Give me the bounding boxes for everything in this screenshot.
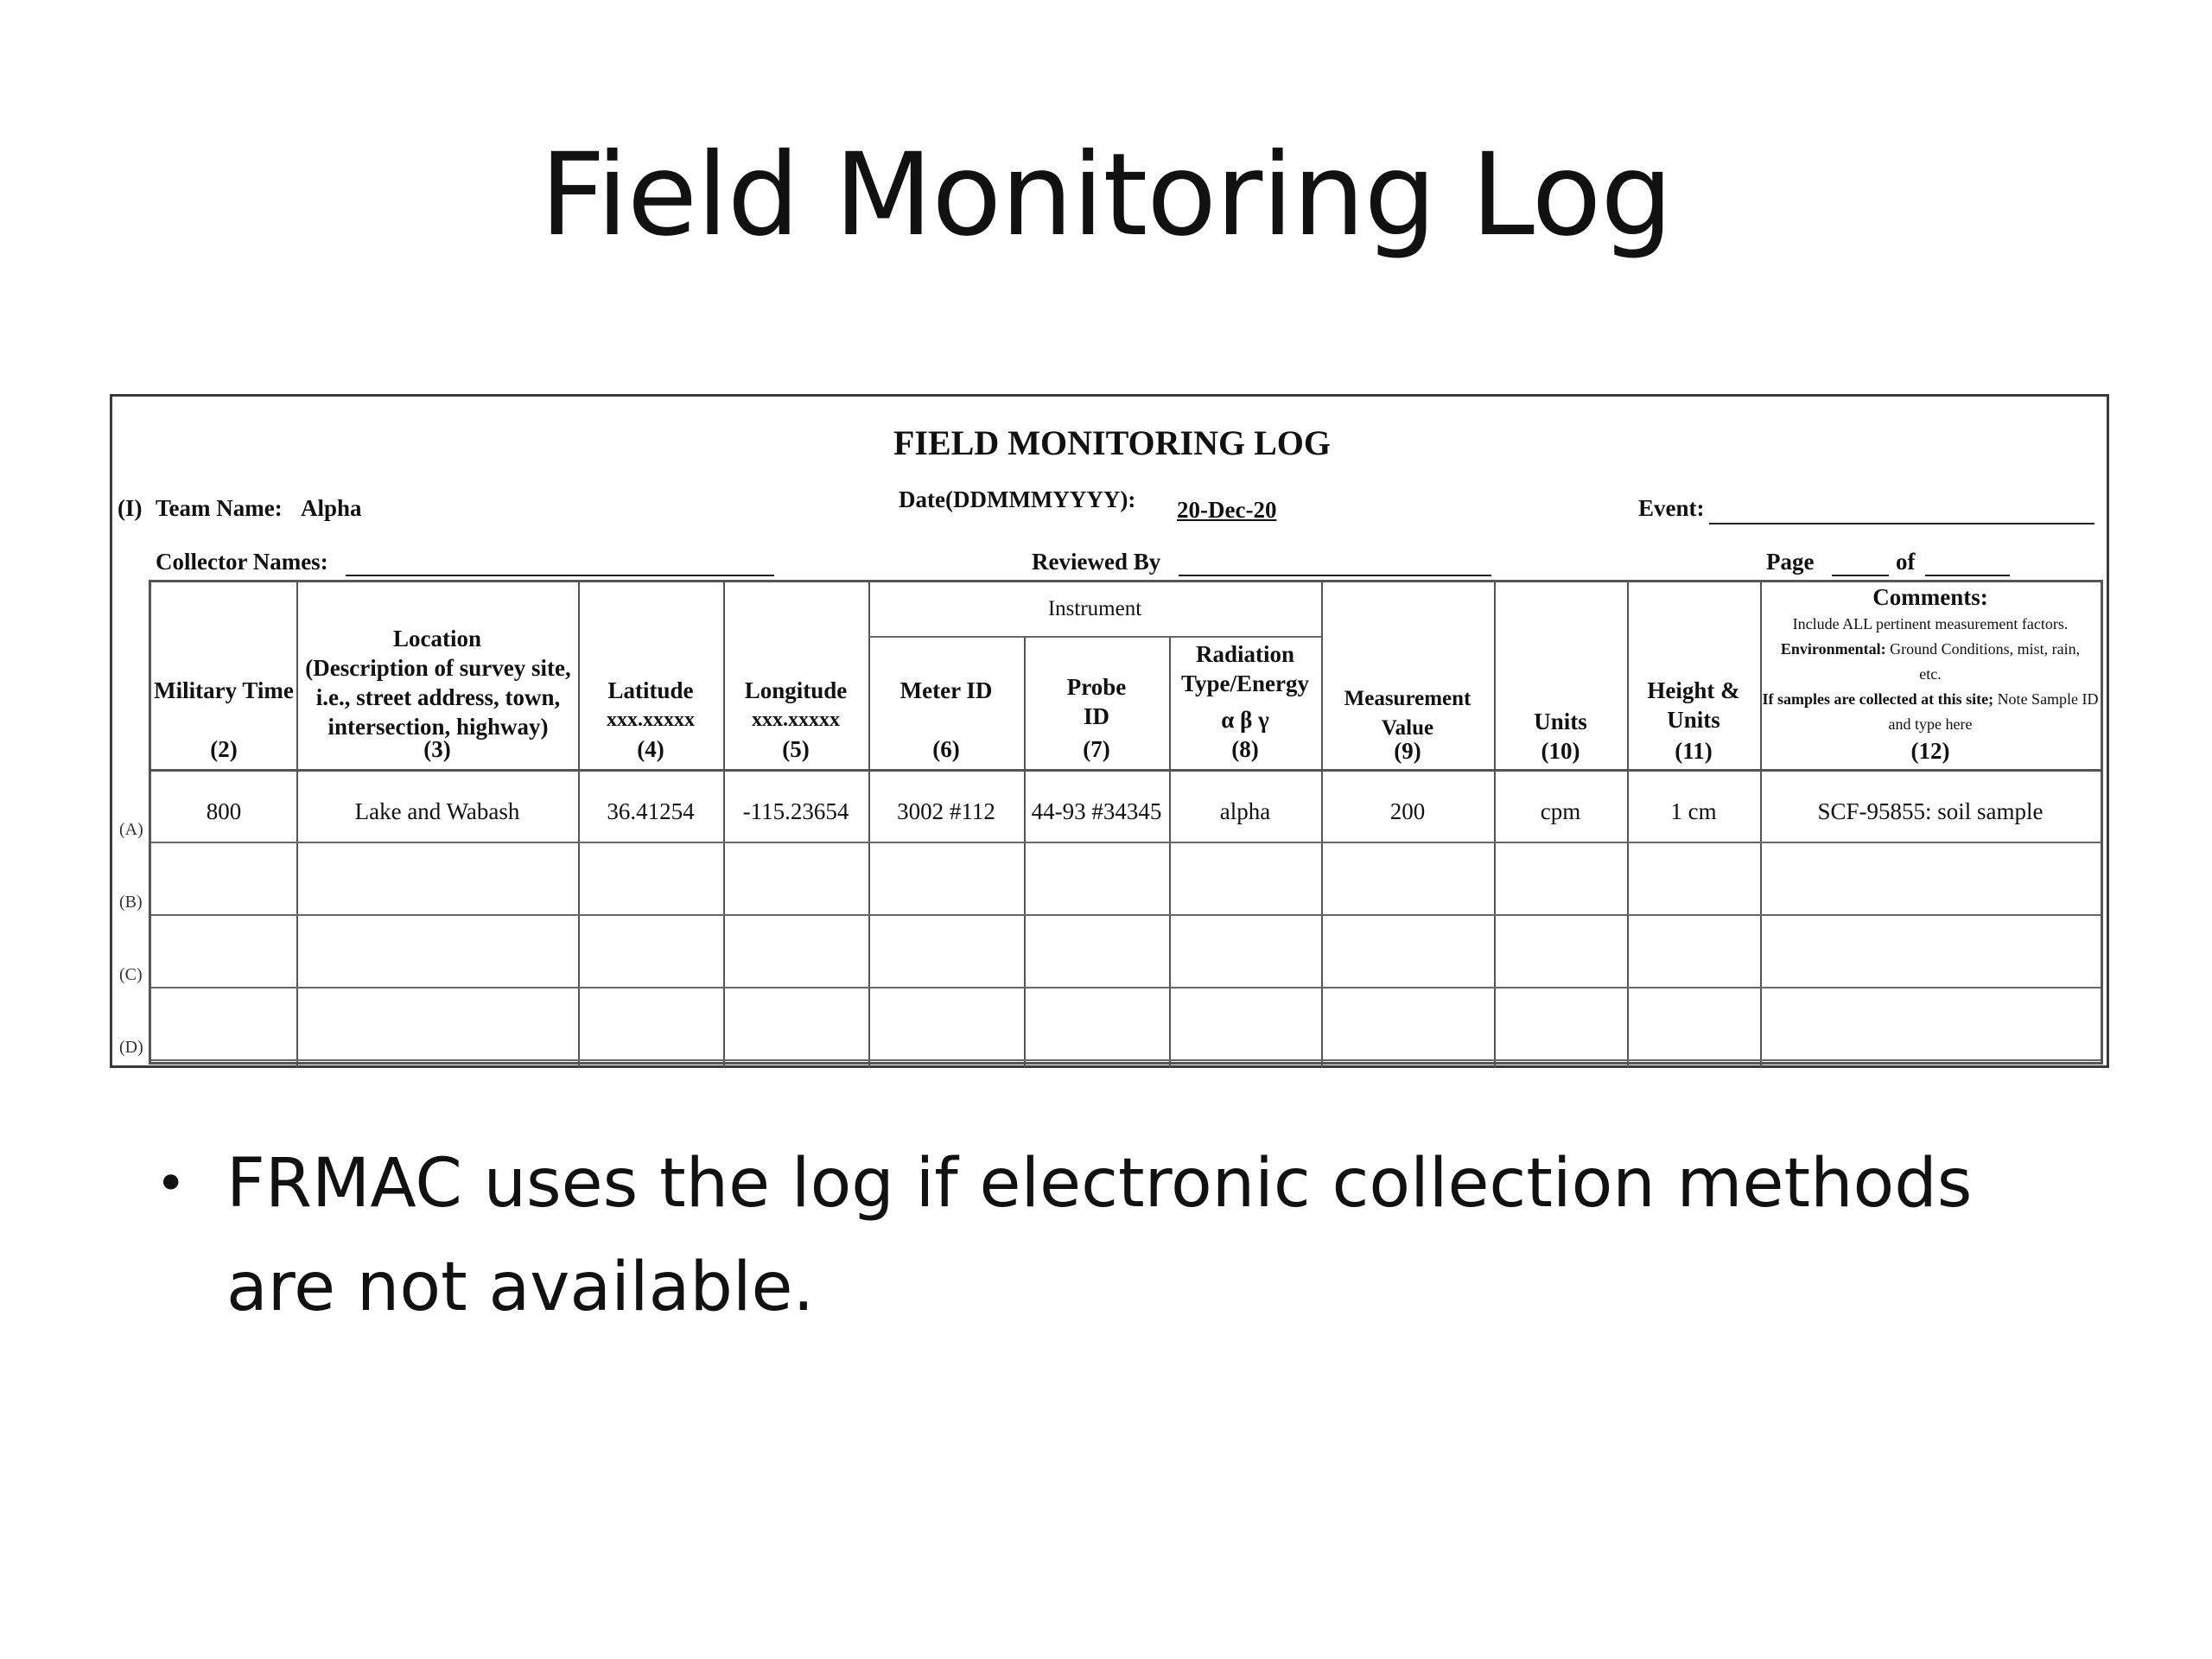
header-height-num: (11) — [1675, 738, 1713, 764]
instrument-divider — [868, 636, 1321, 638]
header-comments-samples-label: If samples are collected at this site; — [1762, 690, 1994, 708]
row-a-meter-id[interactable]: 3002 #112 — [897, 798, 995, 824]
page-number-field[interactable] — [1832, 575, 1889, 576]
row-a-measurement[interactable]: 200 — [1389, 798, 1426, 824]
header-divider — [151, 769, 2101, 772]
header-probe-id: Probe ID — [1066, 674, 1127, 729]
header-comments-samples-text: Note Sample ID and type here — [1888, 690, 2099, 733]
header-measurement: Measurement Value — [1344, 687, 1471, 740]
header-latitude: Latitude — [607, 677, 694, 703]
header-longitude: Longitude — [744, 677, 848, 703]
row-a-units[interactable]: cpm — [1540, 798, 1581, 824]
collector-names-field[interactable] — [346, 575, 774, 576]
row-a-probe-id[interactable]: 44-93 #34345 — [1031, 798, 1162, 824]
header-location-desc: (Description of survey site, i.e., street address, town, intersection, highway) — [305, 655, 571, 740]
header-meter-id: Meter ID — [899, 677, 993, 703]
slide-title: Field Monitoring Log — [539, 129, 1673, 262]
header-longitude-num: (5) — [782, 736, 810, 762]
header-comments-num: (12) — [1910, 738, 1950, 764]
header-height: Height & Units — [1647, 677, 1740, 733]
page-total-field[interactable] — [1925, 575, 2010, 576]
of-label: of — [1896, 549, 1916, 575]
header-units-num: (10) — [1541, 738, 1580, 764]
header-radiation: Radiation Type/Energy — [1181, 641, 1309, 696]
header-comments-line1: Include ALL pertinent measurement factors. — [1792, 615, 2069, 632]
row-a-location[interactable]: Lake and Wabash — [354, 798, 520, 824]
header-measurement-num: (9) — [1394, 738, 1421, 764]
section-marker: (I) — [118, 495, 143, 521]
log-table — [149, 580, 2103, 1065]
bullet-dot: • — [156, 1154, 187, 1214]
row-a-longitude[interactable]: -115.23654 — [742, 798, 849, 824]
team-name-label: Team Name: — [156, 495, 283, 521]
header-latitude-format: xxx.xxxxx — [607, 709, 695, 731]
header-comments-env-text: Ground Conditions, mist, rain, etc. — [1890, 640, 2081, 683]
row-label-d: (D) — [119, 1038, 143, 1057]
header-radiation-symbols: α β γ — [1221, 707, 1269, 733]
team-name-value[interactable]: Alpha — [301, 495, 362, 521]
row-label-c: (C) — [119, 965, 143, 984]
table-row-b[interactable] — [151, 843, 2101, 912]
date-value[interactable]: 20-Dec-20 — [1177, 497, 1277, 523]
header-longitude-format: xxx.xxxxx — [752, 709, 840, 731]
row-label-b: (B) — [119, 893, 143, 912]
header-military-time-num: (2) — [210, 736, 238, 762]
header-radiation-num: (8) — [1231, 736, 1259, 762]
row-divider — [151, 1059, 2101, 1061]
date-label: Date(DDMMMYYYY): — [899, 486, 1136, 512]
header-probe-id-num: (7) — [1083, 736, 1110, 762]
bullet-text: FRMAC uses the log if electronic collection methods are not available. — [226, 1145, 1973, 1326]
page-label: Page — [1766, 549, 1815, 575]
row-a-comments[interactable]: SCF-95855: soil sample — [1817, 798, 2044, 824]
row-a-height[interactable]: 1 cm — [1670, 798, 1717, 824]
row-a-time[interactable]: 800 — [206, 798, 242, 824]
table-row-d[interactable] — [151, 988, 2101, 1058]
header-latitude-num: (4) — [637, 736, 664, 762]
header-military-time: Military Time — [154, 677, 294, 703]
field-monitoring-log-form — [110, 394, 2109, 1068]
row-a-radiation[interactable]: alpha — [1219, 798, 1271, 824]
row-label-a: (A) — [119, 820, 143, 839]
row-a-latitude[interactable]: 36.41254 — [607, 798, 695, 824]
header-location: Location — [392, 626, 481, 652]
header-instrument-group: Instrument — [1047, 597, 1142, 620]
header-units: Units — [1534, 709, 1587, 734]
header-meter-id-num: (6) — [932, 736, 960, 762]
collector-names-label: Collector Names: — [156, 549, 328, 575]
event-label: Event: — [1638, 495, 1705, 521]
header-comments-env-label: Environmental: — [1780, 640, 1886, 658]
reviewed-by-label: Reviewed By — [1032, 549, 1161, 575]
reviewed-by-field[interactable] — [1179, 575, 1491, 576]
form-title: FIELD MONITORING LOG — [893, 423, 1331, 462]
table-row-c[interactable] — [151, 916, 2101, 985]
event-field[interactable] — [1709, 523, 2094, 524]
header-comments: Comments: — [1872, 584, 1988, 610]
header-location-num: (3) — [423, 736, 451, 762]
